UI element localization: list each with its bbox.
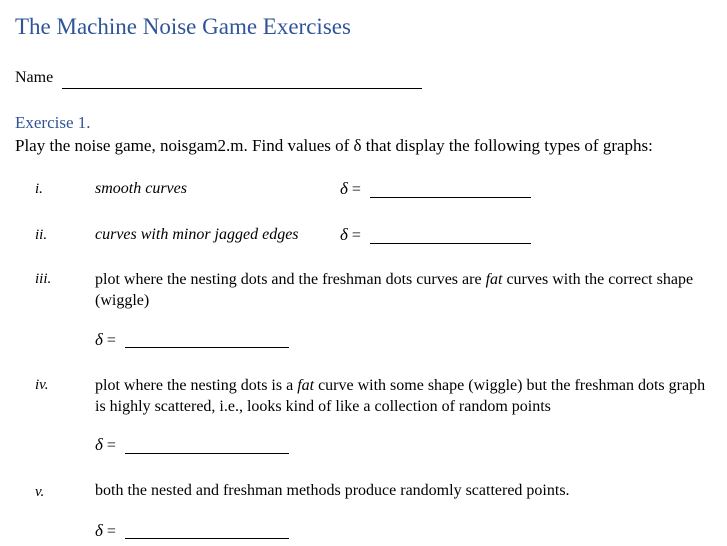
item-text-emphasis: fat [297, 377, 315, 394]
answer-blank-ii[interactable] [370, 243, 531, 244]
answer-blank-v[interactable] [125, 538, 289, 539]
delta-symbol: δ [95, 521, 103, 540]
delta-answer-v [95, 521, 116, 541]
name-label: Name [15, 69, 54, 86]
delta-symbol: δ [340, 225, 348, 244]
delta-symbol: δ [95, 330, 103, 349]
equals-sign: = [106, 523, 116, 540]
item-numeral-v: v. [35, 484, 45, 500]
equals-sign: = [106, 332, 116, 349]
answer-blank-i[interactable] [370, 197, 531, 198]
delta-answer-i [340, 179, 361, 199]
item-text-v: both the nested and freshman methods produce randomly scattered points. [95, 482, 570, 499]
item-numeral-iii: iii. [35, 271, 52, 287]
item-text-part: curves with the correct shape (wiggle) [95, 271, 694, 309]
delta-answer-iii [95, 330, 116, 350]
exercise-heading: Exercise 1. [15, 113, 91, 132]
delta-answer-ii [340, 225, 361, 245]
delta-symbol: δ [340, 179, 348, 198]
answer-blank-iii[interactable] [125, 347, 289, 348]
answer-blank-iv[interactable] [125, 453, 289, 454]
equals-sign: = [106, 437, 116, 454]
equals-sign: = [351, 227, 361, 244]
item-text-part: plot where the nesting dots is a [95, 377, 298, 394]
delta-symbol: δ [95, 435, 103, 454]
item-text-ii: curves with minor jagged edges [95, 226, 299, 243]
item-numeral-i: i. [35, 181, 43, 197]
item-numeral-iv: iv. [35, 377, 49, 393]
page-title: The Machine Noise Game Exercises [15, 14, 351, 39]
item-text-part: plot where the nesting dots and the freshman dots curves are [95, 271, 486, 288]
delta-answer-iv [95, 435, 116, 455]
equals-sign: = [351, 181, 361, 198]
item-text-part: curve with some shape (wiggle) but the freshman dots graph is highly scattered, i.e., looks kind of like a collection of random points [95, 377, 706, 415]
item-numeral-ii: ii. [35, 227, 48, 243]
item-text-i: smooth curves [95, 180, 187, 197]
item-text-emphasis: fat [485, 271, 503, 288]
item-text-iv [95, 375, 710, 417]
exercise-prompt: Play the noise game, noisgam2.m. Find values of δ that display the following types of graphs: [15, 136, 653, 155]
name-blank[interactable] [62, 88, 422, 89]
item-text-iii [95, 269, 695, 311]
